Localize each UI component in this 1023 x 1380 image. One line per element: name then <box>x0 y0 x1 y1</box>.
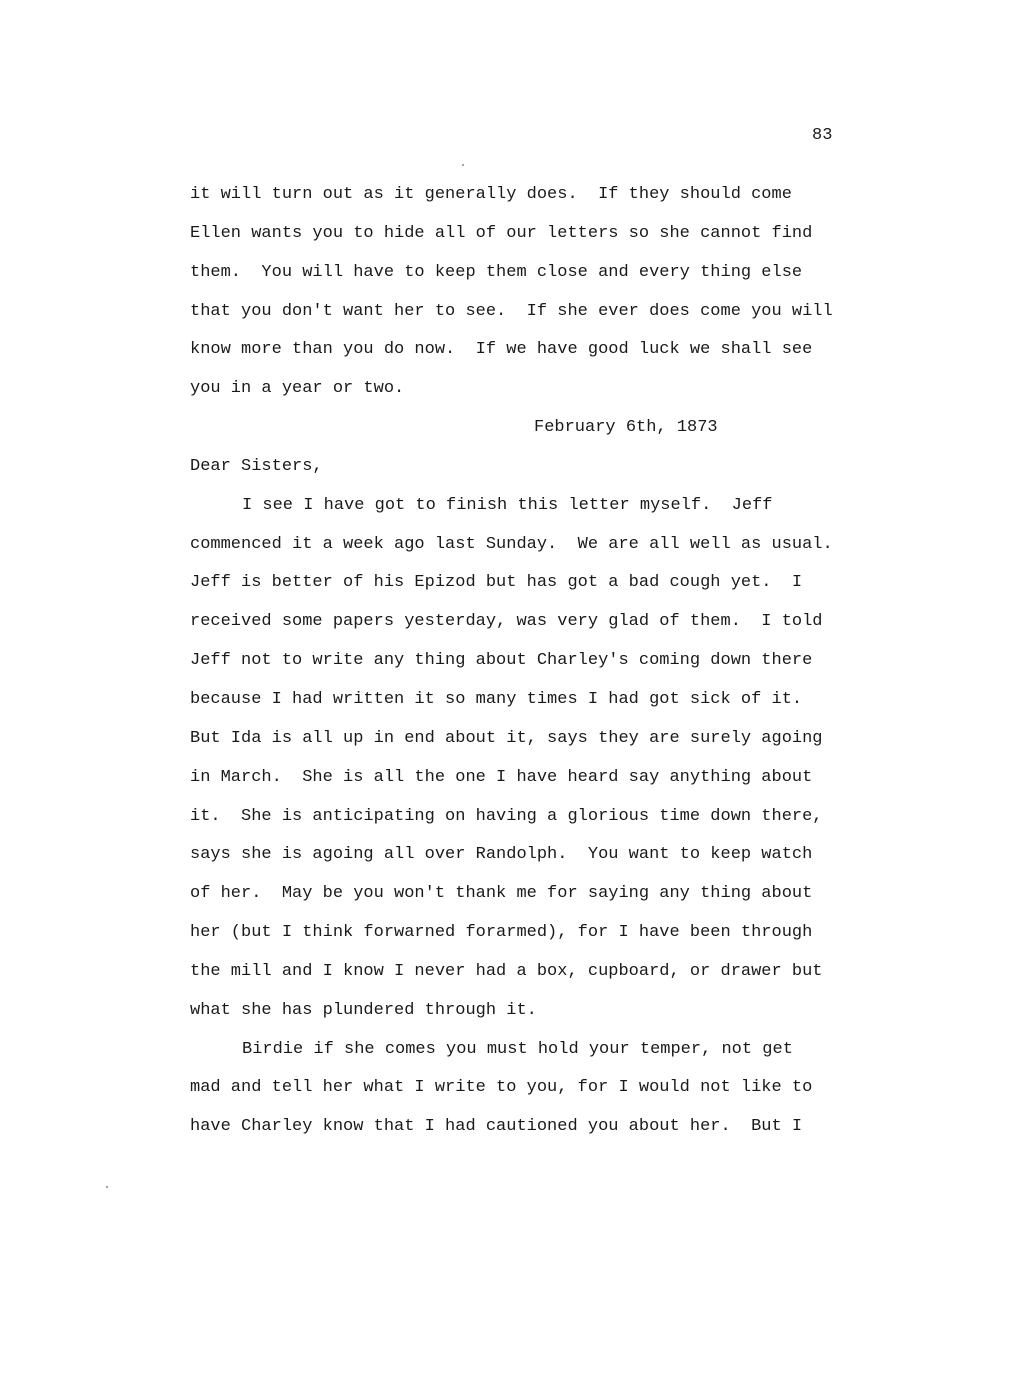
text-line: Jeff is better of his Epizod but has got a bad cough yet. I <box>190 573 803 593</box>
letter-date: February 6th, 1873 <box>534 418 718 438</box>
text-line: it. She is anticipating on having a glorious time down there, <box>190 806 823 826</box>
text-line: you in a year or two. <box>190 379 405 399</box>
text-line: because I had written it so many times I had got sick of it. <box>190 689 803 709</box>
text-line: in March. She is all the one I have heard say anything about <box>190 767 813 787</box>
text-line: Ellen wants you to hide all of our letters so she cannot find <box>190 223 813 243</box>
text-line: have Charley know that I had cautioned you about her. But I <box>190 1117 803 1137</box>
text-line: what she has plundered through it. <box>190 1000 537 1020</box>
salutation: Dear Sisters, <box>190 456 323 476</box>
text-line: I see I have got to finish this letter myself. Jeff <box>242 495 773 515</box>
scan-speck <box>106 1186 108 1188</box>
text-line: know more than you do now. If we have good luck we shall see <box>190 340 813 360</box>
letter-body <box>190 183 870 1154</box>
page-number: 83 <box>812 126 833 145</box>
text-line: of her. May be you won't thank me for saying any thing about <box>190 884 813 904</box>
text-line: that you don't want her to see. If she ever does come you will <box>190 301 833 321</box>
text-line: received some papers yesterday, was very glad of them. I told <box>190 612 823 632</box>
text-line: mad and tell her what I write to you, for I would not like to <box>190 1078 813 1098</box>
text-line: her (but I think forwarned forarmed), for I have been through <box>190 923 813 943</box>
text-line: Jeff not to write any thing about Charley's coming down there <box>190 651 813 671</box>
text-line: Birdie if she comes you must hold your temper, not get <box>242 1039 793 1059</box>
text-line: them. You will have to keep them close and every thing else <box>190 262 803 282</box>
text-line: But Ida is all up in end about it, says they are surely agoing <box>190 728 823 748</box>
text-line: the mill and I know I never had a box, cupboard, or drawer but <box>190 961 823 981</box>
text-line: commenced it a week ago last Sunday. We are all well as usual. <box>190 534 833 554</box>
scan-speck <box>462 164 464 166</box>
text-line: says she is agoing all over Randolph. You want to keep watch <box>190 845 813 865</box>
text-line: it will turn out as it generally does. If they should come <box>190 185 792 204</box>
